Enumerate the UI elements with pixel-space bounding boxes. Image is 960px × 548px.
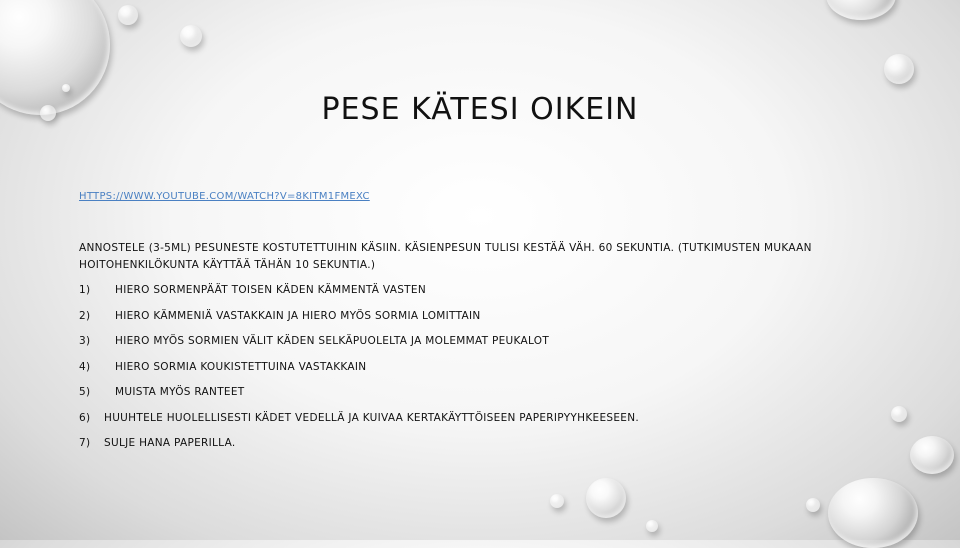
water-drop-decoration: [118, 5, 138, 25]
water-drop-decoration: [891, 406, 907, 422]
water-drop-decoration: [586, 478, 626, 518]
youtube-link[interactable]: HTTPS://WWW.YOUTUBE.COM/WATCH?V=8KITM1FMEXC: [79, 191, 370, 202]
water-drop-decoration: [910, 436, 954, 474]
step-number: 3): [79, 335, 91, 347]
list-item: [79, 282, 819, 308]
step-text: SULJE HANA PAPERILLA.: [104, 437, 236, 449]
water-drop-decoration: [180, 25, 202, 47]
step-text: HIERO MYÖS SORMIEN VÄLIT KÄDEN SELKÄPUOLELTA JA MOLEMMAT PEUKALOT: [115, 335, 550, 347]
step-number: 2): [79, 309, 91, 322]
intro-paragraph: ANNOSTELE (3-5ML) PESUNESTE KOSTUTETTUIHIN KÄSIIN. KÄSIENPESUN TULISI KESTÄÄ VÄH. 60 SEKUNTIA. (TUTKIMUSTEN MUKAAN HOITOHENKILÖKUNTA KÄYTTÄÄ TÄHÄN 10 SEKUNTIA.): [79, 242, 812, 271]
step-text: HIERO KÄMMENIÄ VASTAKKAIN JA HIERO MYÖS SORMIA LOMITTAIN: [115, 309, 481, 322]
step-text: HUUHTELE HUOLELLISESTI KÄDET VEDELLÄ JA KUIVAA KERTAKÄYTTÖISEEN PAPERIPYYHKEESEEN.: [104, 411, 639, 424]
list-item: [79, 435, 819, 461]
step-number: 7): [79, 437, 91, 449]
water-drop-decoration: [646, 520, 658, 532]
steps-list: [79, 282, 819, 461]
list-item: [79, 333, 819, 359]
water-drop-decoration: [884, 54, 914, 84]
list-item: [79, 359, 819, 385]
step-number: 1): [79, 284, 91, 296]
slide-body: [79, 191, 819, 461]
slide-title: PESE KÄTESI OIKEIN: [321, 92, 639, 127]
water-drop-decoration: [828, 478, 918, 548]
list-item: [79, 308, 819, 334]
water-drop-decoration: [826, 0, 896, 20]
step-text: HIERO SORMIA KOUKISTETTUINA VASTAKKAIN: [115, 360, 367, 373]
list-item: [79, 410, 819, 436]
step-text: HIERO SORMENPÄÄT TOISEN KÄDEN KÄMMENTÄ VASTEN: [115, 284, 426, 296]
water-drop-decoration: [550, 494, 564, 508]
water-drop-decoration: [806, 498, 820, 512]
water-drop-decoration: [62, 84, 70, 92]
list-item: [79, 384, 819, 410]
step-text: MUISTA MYÖS RANTEET: [115, 386, 245, 398]
step-number: 6): [79, 411, 91, 424]
step-number: 5): [79, 386, 91, 398]
step-number: 4): [79, 360, 91, 373]
